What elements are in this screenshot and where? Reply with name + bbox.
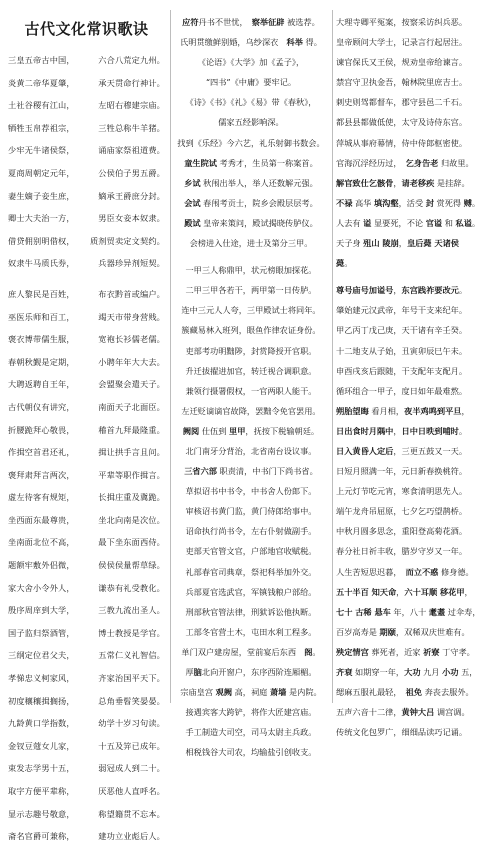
verse-line: 相税钱谷大司农，均输盐引创收支。 [185,747,317,758]
verse-line: 刺史则驾都督车，郡守县邑二千石。 [336,97,468,108]
verse-line: 审核诏书黄门监，黄门侍郎给事中。 [185,506,317,517]
verse-second-half: 平辈等职作揖言。 [98,469,165,480]
verse-second-half: 六合八荒定九州。 [98,55,165,65]
verse-line [4,117,169,140]
verse-line [4,49,169,72]
verse-first-half: 金钗豆蔻女儿家， [8,740,75,751]
verse-line: 朔胎望晦 看月相，夜半鸡鸣到平旦， [336,405,470,416]
verse-first-half: 炎黄二帝华夏肇， [8,77,75,88]
verse-second-half: 南面天子北面臣。 [98,401,165,412]
verse-line: 接遇宾客大跨铲，将作大匠建宫庙。 [185,707,317,718]
verse-line: 找到《乐经》今六艺，礼乐射御书数会。 [177,137,325,148]
verse-line: 礼部春官司典章，祭祀科举加外交。 [185,566,317,577]
verse-second-half: 会盟聚会遣天子。 [98,379,165,390]
verse-first-half: 殷序周庠到大学， [8,605,75,616]
verse-first-half: 奴隶牛马质氏券， [8,258,75,269]
verse-first-half: 家大舍小令外人， [8,582,75,593]
verse-line [4,185,169,208]
verse-line [4,441,169,464]
verse-line: 宗庙皇宫 观阙 高，祠庭 萧墙 是内院。 [180,687,322,698]
verse-line: 连中三元人人夸，三甲殿试士将同年。 [181,305,321,316]
verse-line: 齐衰 如期穿一年，大功 九月 小功 五， [336,667,478,677]
verse-first-half: 孝悌忠义柯家风， [8,673,75,684]
verse-first-half: 初度穰穰揖搁扬， [8,695,75,706]
verse-second-half: 三牲总称牛羊猪。 [98,122,165,133]
verse-line: 北门南牙分背治，北省南台设议事。 [185,445,317,456]
verse-line: 日出食时月隅中，日中日昳到哺时。 [336,425,468,436]
verse-second-half: 揖让拱手言且问。 [98,447,165,458]
verse-first-half: 卿士大夫治一方， [8,213,75,224]
verse-line [4,162,169,185]
verse-first-half: 取字方便平辈称， [8,786,75,796]
verse-line: 日入黄昏人定后，三更五鼓又一天。 [336,445,468,456]
verse-second-half: 男臣女妾本奴隶。 [98,213,165,224]
verse-second-half: 诵庙家祭祖道费。 [98,145,165,156]
verse-line: 簇藏易林入班列，眼鱼作律农证身份。 [181,325,321,336]
verse-list-middle [172,12,330,762]
verse-line: 童生院试 考秀才，生员第一称案首。 [184,157,318,168]
verse-line: 人生苦短思迟暮， 而立不惑 修身德。 [336,566,474,577]
verse-second-half: 建功立业彪后人。 [98,831,165,842]
verse-list-left [4,49,169,848]
verse-second-half: 竭天市带身营贱。 [98,311,165,322]
verse-line [4,373,169,396]
verse-second-half: 谦恭有礼受教化。 [98,582,165,593]
right-column [334,12,497,738]
verse-first-half: 折腰跪拜心敬畏， [8,424,75,435]
verse-line: 不禄 高华 填沟壑，活受 封 赏死得 赙。 [336,197,481,208]
verse-second-half: 左昭右穆建宗庙。 [98,100,165,111]
verse-first-half: 古代朝仪有讲究， [8,401,75,412]
verse-line: 五声六音十二律，黄钟大吕 调宫调。 [336,707,470,718]
verse-second-half: 厌恶他人直呼名。 [98,786,165,796]
verse-line: 会试 春闱考贡士，院乡会殿层层考。 [184,197,318,208]
middle-column [172,12,330,758]
verse-line [4,283,169,306]
verse-line: 传统文化包罗广，细细品读巧记诵。 [336,727,468,738]
verse-first-half: 斋名官爵可兼称， [8,831,75,842]
verse-line [4,712,169,735]
verse-line [4,396,169,419]
verse-first-half: 妻生嫡子妾生庶， [8,190,75,201]
verse-line: 草拟诏书中书令，中书舍人份郎下。 [185,486,317,497]
verse-line: 端午龙舟吊屈原，七夕乞巧望鹊桥。 [336,506,468,517]
verse-second-half: 十五及笄已成年。 [98,740,165,751]
verse-line: 殿试 皇帝来策问，殿试揭晓传胪仪。 [184,217,318,228]
verse-line [4,531,169,554]
verse-second-half: 长揖庄重及冀跪。 [98,492,165,503]
verse-line: 肇始建元汉武帝，年号干支来纪年。 [336,305,468,316]
verse-first-half: 作揖空首君还礼， [8,447,75,458]
verse-first-half: 巫医乐师和百工， [8,311,75,322]
verse-first-half: 坐南面北位不高， [8,537,75,548]
verse-line: 甲乙丙丁戊己庚，天干诸有辛壬癸。 [336,325,468,336]
verse-line: 厚脑北向开窗户，东序西阶连厢楣。 [185,667,317,677]
verse-line [4,252,169,275]
verse-line [4,554,169,577]
verse-line: 会榜进入仕途，进士及第分三甲。 [189,238,313,249]
verse-line [4,667,169,690]
verse-first-half: 庶人黎民是百姓， [8,288,75,299]
verse-line [4,207,169,230]
verse-line [4,139,169,162]
verse-first-half: 褒拜肃拜言两次， [8,469,75,480]
verse-line: 刑部秋官管法律，刑狱诉讼他执断。 [185,606,317,617]
verse-second-half: 称望籍贯不忘本。 [98,808,165,819]
verse-line [4,486,169,509]
verse-line: 尊号庙号加谥号，东宫践祚要改元。 [336,285,468,296]
verse-line: 五十半百 知天命，六十耳顺 移花甲， [336,586,473,597]
verse-line: 单门双户建房屋，堂前宴后东西 阁。 [181,646,321,657]
verse-line: 一甲三人称鼎甲，状元榜眼加探花。 [185,265,317,276]
verse-line [4,351,169,374]
verse-line: 申酉戌亥后跟随，干支配年支配月。 [336,365,468,376]
verse-line: 《诗》《书》《礼》《易》带《春秋》， [185,97,317,108]
verse-line: 《论语》《大学》加《孟子》， [197,57,305,68]
verse-line: 皇帝顾问大学士，记录言行起居注。 [336,37,468,48]
verse-line [4,230,169,253]
verse-line [4,464,169,487]
verse-line: 吏部天官管文官，户部地官收赋税。 [185,546,317,557]
verse-line: 阙阅 仕伍到 里甲，抚按下税输朝廷。 [182,425,320,436]
verse-line: 官海沉浮经历过， 乞身告老 归故里。 [336,157,474,168]
verse-line: 诏命执行尚书令，左右仆射做副手。 [185,526,317,537]
verse-second-half: 侯侯侯量帮草绿。 [98,560,165,571]
column-divider [332,10,333,703]
verse-line: 殃定情宫 葬死者，近家 祈寮 丁守孝。 [336,646,475,657]
verse-line [4,825,169,848]
verse-line [4,419,169,442]
verse-line [4,94,169,117]
verse-list-right [334,12,497,742]
verse-line: 萍城从事府幕情，侍中侍郎枢密使。 [336,137,468,148]
verse-first-half: 坐西面东最尊贵， [8,514,75,525]
verse-first-half: 虚左待客有规矩， [8,492,75,503]
verse-second-half: 兵器珍异剂短契。 [98,258,165,269]
verse-second-half: 布衣黔首或编户。 [98,288,165,299]
verse-line: 人去有 谥 显要死，不论 官谥 和 私谥。 [336,217,481,228]
verse-line [4,72,169,95]
verse-line: 乡试 秋闱出举人，举人还数解元强。 [184,177,318,188]
verse-first-half: 国子监归祭酒管， [8,627,75,638]
verse-line: 儒家五经影响深。 [218,117,284,128]
verse-line: 上元灯节吃元宵，寒食清明思先人。 [336,486,468,497]
verse-first-half: 三纲定位君父夫， [8,650,75,661]
verse-line: 缌麻五服礼最轻， 祖免 奔丧去服外。 [336,687,474,698]
verse-line [4,509,169,532]
verse-second-half: 博士教授是学官。 [98,627,165,638]
verse-line [4,644,169,667]
verse-first-half: 九龄黄口学指数， [8,718,75,729]
verse-line: 十二地支从子始，丑寅卯辰巳午未。 [336,345,468,356]
verse-line: 春分社日祈丰收，腊岁守岁又一年。 [336,546,468,557]
verse-first-half: 显示志趣号敬意， [8,808,75,819]
verse-line: 三省六部 职责清，中书门下尚书省。 [184,466,318,477]
verse-line: 谏官保氏又王侯，规劝皇帝给谏言。 [336,57,468,68]
verse-line: 吏部考功明黜陟，封赏降授开官职。 [185,345,317,356]
verse-line [4,306,169,329]
verse-line: 循环组合一甲子，度日如年最难熬。 [336,385,468,396]
verse-line: 都县县都做低使，太守及诗侍东宫。 [336,117,468,128]
verse-line: 禁宫守卫执金吾，翰林院里庶吉士。 [336,77,468,88]
verse-second-half: 最下坐东面西侍。 [98,537,165,548]
stanza-gap [172,253,330,260]
verse-second-half: 宽袍长衫儒老儒。 [98,334,165,345]
verse-second-half: 嫡承王爵庶分封。 [98,190,165,201]
verse-second-half: 三教九流出圣人。 [98,605,165,616]
verse-line: 手工制造大司空，司马太尉主兵政。 [185,727,317,738]
verse-line [4,803,169,826]
stanza-gap [336,273,497,280]
verse-second-half: 质剂贸卖定文契约。 [89,235,165,246]
verse-first-half: 春朝秋觐是定期， [8,356,75,367]
verse-first-half: 大聘返聘自王年， [8,379,75,390]
verse-second-half: 齐家治国平天下。 [98,673,165,684]
verse-second-half: 稽首九拜最隆重。 [98,424,165,435]
verse-first-half: 土社谷稷有江山， [8,100,75,111]
verse-line: 日短月照满一年，元日新春换桃符。 [336,466,468,477]
verse-line [4,622,169,645]
verse-line [4,757,169,780]
verse-line: 左迁贬谪谪官故降，罢黜令免官罢用。 [181,405,321,416]
verse-line: “四书”《中庸》要牢记。 [205,77,297,88]
verse-second-half: 坐北向南是次位。 [98,514,165,525]
verse-first-half: 少牢无牛诸侯祭， [8,145,75,156]
verse-line: 兼领行摄署假权，一官两职人能干。 [185,385,317,396]
verse-line [4,577,169,600]
verse-line [4,599,169,622]
verse-second-half: 弱冠成人到二十。 [98,763,165,774]
verse-first-half: 三皇五帝古中国， [8,55,75,65]
verse-line: 氏明贯缴鲜别婚，乌纱深衣 科举 得。 [180,37,322,48]
verse-line: 百岁高寿是 期颐，双稀双庆世难有。 [336,626,470,637]
verse-line: 兵部夏官选武官，军镇钱粮户部给。 [185,586,317,597]
verse-line: 天子身 殂山 陵崩，皇后薨 天诸侯 [336,238,459,249]
verse-second-half: 幼学十岁习句读。 [98,718,165,729]
verse-line: 薨。 [336,258,353,269]
verse-line [4,328,169,351]
verse-line: 解官致仕乞骸骨，请老移疾 是挂辞。 [336,177,470,188]
verse-line: 二甲三甲各若干，两甲第一日传胪。 [185,285,317,296]
verse-second-half: 公侯伯子男五爵。 [98,167,165,178]
verse-first-half: 夏商周朝定元年， [8,167,75,178]
verse-line [4,690,169,713]
page-title: 古代文化常识歌诀 [24,20,149,38]
verse-second-half: 总角垂髫笑晏晏。 [98,695,165,706]
verse-line: 工部冬官营土木，屯田水利工程多。 [185,626,317,637]
verse-first-half: 褒衣博带儒生服， [8,334,75,345]
verse-line [4,780,169,803]
verse-line: 应符丹书不世忧， 察举征辟 被选荐。 [182,17,320,27]
verse-line: 七十 古稀 悬车 年，八十 耄耋 过伞寿， [336,606,481,617]
left-column [4,12,169,842]
verse-line: 大理寺卿平冤案，按察采访纠兵恶。 [336,17,468,27]
verse-line [4,735,169,758]
verse-first-half: 束发志学男十五， [8,763,75,774]
verse-first-half: 题额牢敷外侣微， [8,560,75,571]
verse-second-half: 小聘年年大大去。 [98,356,165,367]
verse-second-half: 承天贯命行神计。 [98,77,165,88]
verse-line: 中秋月圆多思念，重阳登高菊花酒。 [336,526,468,537]
stanza-gap [4,275,169,283]
verse-first-half: 牺牲玉帛荐祖宗， [8,122,75,133]
verse-second-half: 五常仁义礼智信。 [98,650,165,661]
verse-first-half: 借贷佣别明借权， [8,235,75,246]
verse-line: 升迁拔擢进加官，转迁视合调职意。 [185,365,317,376]
column-divider [170,10,171,703]
